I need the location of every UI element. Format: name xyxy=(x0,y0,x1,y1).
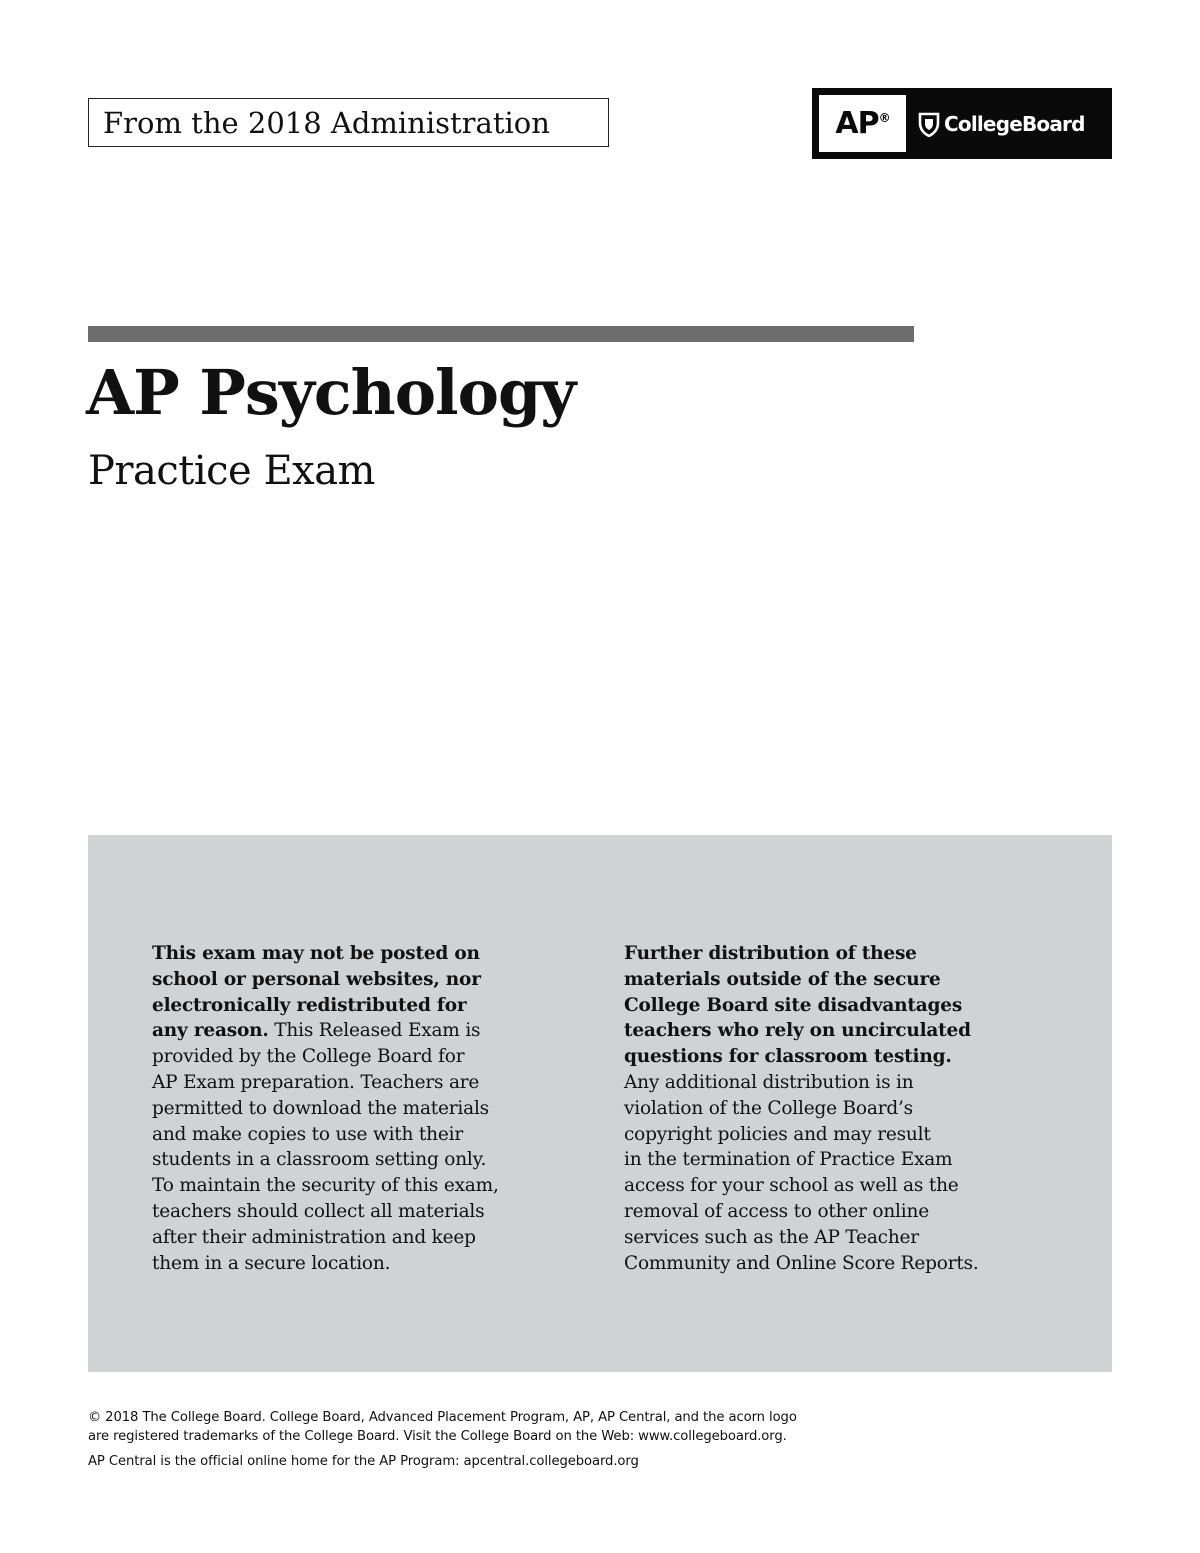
collegeboard-logo-text: CollegeBoard xyxy=(944,111,1085,136)
ap-collegeboard-logo xyxy=(812,88,1112,159)
ap-logo xyxy=(819,95,906,152)
collegeboard-logo xyxy=(918,88,1085,159)
notice-left-column xyxy=(152,941,572,1276)
page-subtitle: Practice Exam xyxy=(88,448,375,494)
title-rule xyxy=(88,326,914,342)
administration-label-box xyxy=(88,98,609,147)
ap-logo-mark: ® xyxy=(878,110,890,125)
copyright-line-2: are registered trademarks of the College Board. Visit the College Board on the Web: www.collegeboard.org. xyxy=(88,1429,787,1444)
notice-right-column xyxy=(624,941,1044,1276)
notice-left-bold: This exam may not be posted on school or personal websites, nor electronically redistributed for any reason. xyxy=(152,943,481,1042)
page-title: AP Psychology xyxy=(86,356,576,429)
administration-label: From the 2018 Administration xyxy=(103,105,550,140)
acorn-icon xyxy=(918,111,940,137)
footer xyxy=(88,1408,988,1471)
apcentral-line: AP Central is the official online home for the AP Program: apcentral.collegeboard.org xyxy=(88,1454,639,1469)
notice-box xyxy=(88,835,1112,1372)
notice-right-bold: Further distribution of these materials outside of the secure College Board site disadvantages teachers who rely on uncirculated questions for classroom testing. xyxy=(624,943,971,1068)
copyright-line-1: © 2018 The College Board. College Board, Advanced Placement Program, AP, AP Central, and the acorn logo xyxy=(88,1410,797,1425)
notice-left-text: This Released Exam is provided by the College Board for AP Exam preparation. Teachers are permitted to download the materials and make copies to use with their students in a classroom setting only. To maintain the security of this exam, teachers should collect all materials after their administration and keep them in a secure location. xyxy=(152,1020,499,1274)
ap-logo-text: AP xyxy=(835,106,879,141)
notice-right-text: Any additional distribution is in violation of the College Board’s copyright policies and may result in the termination of Practice Exam access for your school as well as the removal of access to other online services such as the AP Teacher Community and Online Score Reports. xyxy=(624,1071,979,1274)
